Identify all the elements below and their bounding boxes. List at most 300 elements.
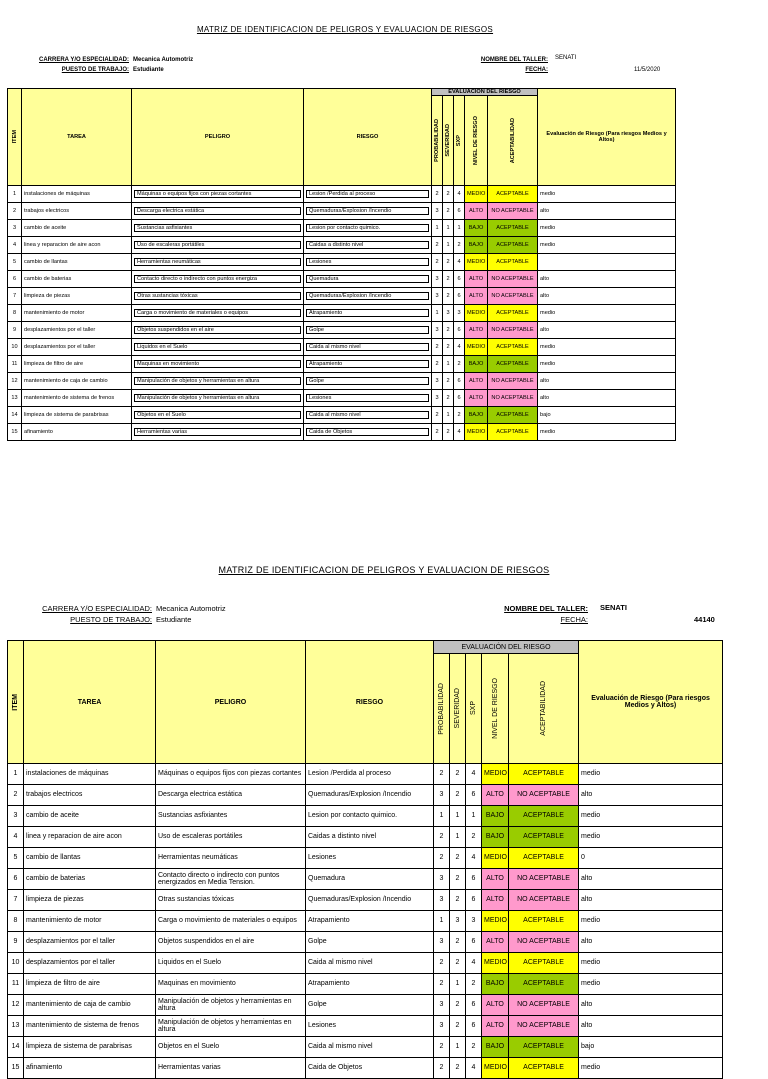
cell-peligro (132, 254, 304, 271)
cell-riesgo (304, 424, 432, 441)
table-row (8, 186, 676, 203)
cell-aceptabilidad: ACEPTABLE (488, 356, 538, 373)
cell-aceptabilidad: ACEPTABLE (509, 1058, 579, 1079)
cell-peligro (132, 407, 304, 424)
cell-evaluacion: alto (579, 995, 723, 1016)
cell-probabilidad: 3 (434, 1016, 450, 1037)
table-row (8, 254, 676, 271)
cell-probabilidad: 2 (434, 953, 450, 974)
cell-aceptabilidad: NO ACEPTABLE (488, 322, 538, 339)
cell-sxp: 2 (466, 1037, 482, 1058)
cell-sxp: 1 (466, 806, 482, 827)
taller-label: NOMBRE DEL TALLER: (504, 604, 588, 613)
cell-probabilidad: 3 (434, 785, 450, 806)
cell-evaluacion: alto (579, 932, 723, 953)
cell-sxp: 3 (454, 305, 465, 322)
cell-probabilidad: 3 (434, 995, 450, 1016)
cell-item: 11 (8, 974, 24, 995)
cell-nivel: MEDIO (482, 848, 509, 869)
cell-severidad: 3 (443, 305, 454, 322)
cell-peligro (132, 339, 304, 356)
cell-sxp: 4 (454, 254, 465, 271)
cell-item: 2 (8, 785, 24, 806)
cell-aceptabilidad: NO ACEPTABLE (488, 390, 538, 407)
cell-peligro (132, 305, 304, 322)
header-nivel: NIVEL DE RIESGO (465, 96, 488, 186)
cell-tarea: limpieza de filtro de aire (24, 974, 156, 995)
cell-tarea: linea y reparacion de aire acon (24, 827, 156, 848)
cell-item: 6 (8, 271, 22, 288)
cell-evaluacion: alto (579, 869, 723, 890)
cell-nivel: MEDIO (465, 424, 488, 441)
cell-nivel: ALTO (482, 869, 509, 890)
cell-peligro-text: Carga o movimiento de materiales o equipos (134, 309, 301, 317)
cell-aceptabilidad: ACEPTABLE (509, 848, 579, 869)
cell-evaluacion: bajo (579, 1037, 723, 1058)
cell-probabilidad: 1 (434, 806, 450, 827)
cell-item: 3 (8, 220, 22, 237)
cell-tarea: desplazamientos por el taller (24, 953, 156, 974)
cell-nivel: ALTO (465, 390, 488, 407)
cell-riesgo (304, 305, 432, 322)
cell-item: 10 (8, 339, 22, 356)
cell-aceptabilidad: ACEPTABLE (488, 220, 538, 237)
cell-sxp: 6 (466, 995, 482, 1016)
cell-tarea: cambio de llantas (24, 848, 156, 869)
cell-nivel: ALTO (465, 271, 488, 288)
table-row (8, 339, 676, 356)
cell-severidad: 1 (450, 806, 466, 827)
fecha-value: 11/5/2020 (634, 67, 661, 73)
cell-probabilidad: 2 (434, 764, 450, 785)
cell-nivel: MEDIO (482, 1058, 509, 1079)
cell-nivel: BAJO (482, 1037, 509, 1058)
header-item: ITEM (8, 641, 24, 764)
fecha-label: FECHA: (560, 615, 588, 624)
cell-tarea: instalaciones de máquinas (24, 764, 156, 785)
cell-item: 8 (8, 305, 22, 322)
cell-tarea: linea y reparacion de aire acon (22, 237, 132, 254)
cell-aceptabilidad: ACEPTABLE (488, 305, 538, 322)
cell-tarea: cambio de aceite (22, 220, 132, 237)
cell-severidad: 1 (450, 827, 466, 848)
cell-riesgo: Caida al mismo nivel (306, 953, 434, 974)
cell-aceptabilidad: NO ACEPTABLE (488, 271, 538, 288)
cell-probabilidad: 3 (432, 390, 443, 407)
cell-tarea: mantenimiento de motor (22, 305, 132, 322)
cell-peligro-text: Uso de escaleras portátiles (134, 241, 301, 249)
cell-peligro: Objetos en el Suelo (156, 1037, 306, 1058)
cell-probabilidad: 2 (434, 1058, 450, 1079)
cell-riesgo: Golpe (306, 995, 434, 1016)
cell-severidad: 2 (443, 254, 454, 271)
cell-riesgo-text: Quemaduras/Explosion /Incendio (306, 292, 429, 300)
sheet-title: MATRIZ DE IDENTIFICACION DE PELIGROS Y EVALUACION DE RIESGOS (196, 25, 494, 34)
taller-label: NOMBRE DEL TALLER: (480, 57, 548, 63)
cell-nivel: MEDIO (482, 764, 509, 785)
cell-probabilidad: 1 (432, 220, 443, 237)
table-row (8, 271, 676, 288)
cell-sxp: 2 (454, 237, 465, 254)
cell-riesgo (304, 339, 432, 356)
cell-evaluacion: alto (538, 288, 676, 305)
cell-sxp: 4 (454, 186, 465, 203)
puesto-label: PUESTO DE TRABAJO: (70, 615, 152, 624)
header-riesgo: RIESGO (306, 641, 434, 764)
cell-sxp: 6 (466, 869, 482, 890)
table-row (8, 827, 723, 848)
header-eval-riesgo: Evaluación de Riesgo (Para riesgos Medios y Altos) (579, 641, 723, 764)
table-row (8, 932, 723, 953)
cell-aceptabilidad: ACEPTABLE (509, 911, 579, 932)
cell-aceptabilidad: NO ACEPTABLE (488, 288, 538, 305)
cell-tarea: mantenimiento de sistema de frenos (24, 1016, 156, 1037)
cell-severidad: 2 (450, 995, 466, 1016)
table-row (8, 764, 723, 785)
cell-tarea: afinamiento (24, 1058, 156, 1079)
cell-riesgo: Golpe (306, 932, 434, 953)
cell-evaluacion: 0 (579, 848, 723, 869)
cell-probabilidad: 3 (434, 869, 450, 890)
cell-nivel: BAJO (482, 974, 509, 995)
header-evaluacion: EVALUACIÓN DEL RIESGO (432, 89, 538, 96)
cell-aceptabilidad: NO ACEPTABLE (509, 1016, 579, 1037)
cell-item: 12 (8, 995, 24, 1016)
cell-tarea: limpieza de piezas (24, 890, 156, 911)
cell-severidad: 2 (443, 424, 454, 441)
cell-aceptabilidad: ACEPTABLE (488, 407, 538, 424)
cell-nivel: MEDIO (482, 953, 509, 974)
cell-severidad: 2 (450, 869, 466, 890)
cell-sxp: 2 (466, 974, 482, 995)
cell-evaluacion: alto (538, 322, 676, 339)
cell-aceptabilidad: NO ACEPTABLE (509, 869, 579, 890)
header-peligro: PELIGRO (156, 641, 306, 764)
header-nivel: NIVEL DE RIESGO (482, 654, 509, 764)
cell-peligro: Carga o movimiento de materiales o equipos (156, 911, 306, 932)
cell-nivel: ALTO (465, 373, 488, 390)
cell-nivel: MEDIO (465, 305, 488, 322)
header-probabilidad: PROBABILIDAD (434, 654, 450, 764)
cell-riesgo (304, 237, 432, 254)
cell-peligro-text: Herramientas varias (134, 428, 301, 436)
cell-sxp: 4 (454, 424, 465, 441)
cell-sxp: 2 (454, 407, 465, 424)
table-row (8, 288, 676, 305)
cell-item: 4 (8, 827, 24, 848)
cell-sxp: 6 (454, 390, 465, 407)
cell-probabilidad: 1 (434, 911, 450, 932)
cell-tarea: mantenimiento de motor (24, 911, 156, 932)
cell-evaluacion: medio (579, 764, 723, 785)
cell-riesgo (304, 254, 432, 271)
cell-tarea: desplazamientos por el taller (22, 322, 132, 339)
cell-peligro: Herramientas neumáticas (156, 848, 306, 869)
cell-peligro: Máquinas o equipos fijos con piezas cortantes (156, 764, 306, 785)
cell-item: 15 (8, 424, 22, 441)
cell-riesgo: Quemaduras/Explosion /Incendio (306, 785, 434, 806)
cell-nivel: BAJO (482, 806, 509, 827)
cell-evaluacion: medio (538, 186, 676, 203)
cell-peligro: Sustancias asfixiantes (156, 806, 306, 827)
cell-peligro (132, 322, 304, 339)
cell-riesgo: Atrapamiento (306, 911, 434, 932)
cell-tarea: mantenimiento de caja de cambio (24, 995, 156, 1016)
cell-tarea: desplazamientos por el taller (24, 932, 156, 953)
cell-riesgo: Lesiones (306, 1016, 434, 1037)
cell-severidad: 2 (443, 390, 454, 407)
cell-nivel: MEDIO (465, 339, 488, 356)
cell-item: 3 (8, 806, 24, 827)
cell-tarea: limpieza de piezas (22, 288, 132, 305)
cell-aceptabilidad: ACEPTABLE (488, 339, 538, 356)
cell-severidad: 2 (443, 186, 454, 203)
cell-severidad: 2 (450, 953, 466, 974)
header-riesgo: RIESGO (304, 89, 432, 186)
cell-item: 14 (8, 1037, 24, 1058)
cell-nivel: ALTO (482, 890, 509, 911)
cell-item: 15 (8, 1058, 24, 1079)
table-row (8, 848, 723, 869)
cell-nivel: BAJO (465, 407, 488, 424)
cell-aceptabilidad: ACEPTABLE (509, 953, 579, 974)
cell-evaluacion: alto (579, 890, 723, 911)
header-peligro: PELIGRO (132, 89, 304, 186)
cell-item: 2 (8, 203, 22, 220)
cell-nivel: BAJO (465, 356, 488, 373)
cell-tarea: limpieza de sistema de parabrisas (22, 407, 132, 424)
table-row (8, 1037, 723, 1058)
cell-peligro (132, 237, 304, 254)
cell-severidad: 2 (450, 848, 466, 869)
puesto-value: Estudiante (156, 615, 192, 624)
cell-evaluacion: medio (538, 237, 676, 254)
cell-riesgo-text: Lesion por contacto quimico. (306, 224, 429, 232)
cell-aceptabilidad: NO ACEPTABLE (509, 995, 579, 1016)
fecha-label: FECHA: (525, 67, 548, 73)
cell-nivel: MEDIO (465, 254, 488, 271)
cell-evaluacion: medio (579, 1058, 723, 1079)
cell-probabilidad: 2 (432, 339, 443, 356)
cell-nivel: ALTO (482, 995, 509, 1016)
cell-peligro: Otras sustancias tóxicas (156, 890, 306, 911)
header-sxp: SXP (466, 654, 482, 764)
cell-item: 7 (8, 890, 24, 911)
header-aceptabilidad: ACEPTABILIDAD (488, 96, 538, 186)
cell-tarea: limpieza de sistema de parabrisas (24, 1037, 156, 1058)
cell-severidad: 1 (443, 356, 454, 373)
cell-severidad: 2 (450, 785, 466, 806)
cell-riesgo-text: Caidas a distinto nivel (306, 241, 429, 249)
cell-item: 9 (8, 322, 22, 339)
cell-severidad: 2 (443, 373, 454, 390)
cell-probabilidad: 2 (434, 827, 450, 848)
cell-item: 9 (8, 932, 24, 953)
cell-riesgo-text: Lesiones (306, 258, 429, 266)
cell-severidad: 2 (443, 288, 454, 305)
cell-item: 12 (8, 373, 22, 390)
header-sxp: SXP (454, 96, 465, 186)
cell-tarea: cambio de llantas (22, 254, 132, 271)
cell-nivel: ALTO (465, 288, 488, 305)
cell-evaluacion: medio (538, 220, 676, 237)
cell-probabilidad: 2 (434, 1037, 450, 1058)
cell-evaluacion: medio (538, 339, 676, 356)
cell-severidad: 3 (450, 911, 466, 932)
cell-tarea: trabajos electricos (22, 203, 132, 220)
cell-probabilidad: 3 (434, 932, 450, 953)
taller-value: SENATI (600, 603, 627, 612)
cell-evaluacion: bajo (538, 407, 676, 424)
cell-riesgo-text: Lesion /Perdida al proceso (306, 190, 429, 198)
cell-peligro: Descarga electrica estática (156, 785, 306, 806)
cell-sxp: 4 (466, 764, 482, 785)
cell-peligro-text: Objetos en el Suelo (134, 411, 301, 419)
cell-tarea: cambio de baterias (22, 271, 132, 288)
carrera-value: Mecanica Automotriz (156, 604, 226, 613)
cell-riesgo (304, 271, 432, 288)
cell-peligro-text: Herramientas neumáticas (134, 258, 301, 266)
risk-matrix-table (7, 88, 676, 441)
cell-riesgo (304, 407, 432, 424)
cell-probabilidad: 3 (432, 373, 443, 390)
cell-severidad: 1 (443, 237, 454, 254)
cell-item: 5 (8, 848, 24, 869)
cell-riesgo-text: Atrapamiento (306, 309, 429, 317)
cell-tarea: mantenimiento de caja de cambio (22, 373, 132, 390)
cell-peligro-text: Manipulación de objetos y herramientas en altura (134, 394, 301, 402)
cell-sxp: 6 (454, 373, 465, 390)
cell-sxp: 1 (454, 220, 465, 237)
cell-tarea: desplazamientos por el taller (22, 339, 132, 356)
cell-peligro: Maquinas en movimiento (156, 974, 306, 995)
cell-peligro (132, 203, 304, 220)
table-row (8, 407, 676, 424)
cell-severidad: 1 (450, 1037, 466, 1058)
cell-nivel: ALTO (465, 322, 488, 339)
cell-riesgo (304, 356, 432, 373)
cell-riesgo (304, 288, 432, 305)
cell-evaluacion: alto (538, 203, 676, 220)
cell-evaluacion: medio (579, 953, 723, 974)
cell-evaluacion: alto (538, 271, 676, 288)
cell-sxp: 6 (466, 785, 482, 806)
cell-peligro-text: Contacto directo o indirecto con puntos energiza (134, 275, 301, 283)
cell-aceptabilidad: ACEPTABLE (509, 806, 579, 827)
cell-probabilidad: 3 (432, 288, 443, 305)
cell-probabilidad: 2 (434, 974, 450, 995)
cell-item: 7 (8, 288, 22, 305)
cell-sxp: 4 (466, 1058, 482, 1079)
sheet-title: MATRIZ DE IDENTIFICACION DE PELIGROS Y EVALUACION DE RIESGOS (218, 565, 550, 575)
header-aceptabilidad: ACEPTABILIDAD (509, 654, 579, 764)
cell-peligro: Manipulación de objetos y herramientas en altura (156, 1016, 306, 1037)
cell-riesgo-text: Quemaduras/Explosion /Incendio (306, 207, 429, 215)
cell-nivel: BAJO (482, 827, 509, 848)
cell-riesgo: Caidas a distinto nivel (306, 827, 434, 848)
cell-sxp: 4 (466, 953, 482, 974)
cell-severidad: 2 (450, 1058, 466, 1079)
cell-sxp: 2 (466, 827, 482, 848)
cell-evaluacion: medio (579, 911, 723, 932)
cell-probabilidad: 2 (434, 848, 450, 869)
cell-riesgo (304, 322, 432, 339)
cell-sxp: 3 (466, 911, 482, 932)
cell-item: 4 (8, 237, 22, 254)
cell-aceptabilidad: ACEPTABLE (488, 237, 538, 254)
table-row (8, 424, 676, 441)
table-row (8, 911, 723, 932)
cell-severidad: 1 (443, 407, 454, 424)
cell-sxp: 6 (454, 271, 465, 288)
cell-evaluacion: medio (579, 827, 723, 848)
cell-sxp: 4 (466, 848, 482, 869)
table-row (8, 869, 723, 890)
cell-probabilidad: 3 (434, 890, 450, 911)
cell-severidad: 2 (450, 932, 466, 953)
cell-item: 6 (8, 869, 24, 890)
cell-aceptabilidad: ACEPTABLE (488, 186, 538, 203)
cell-aceptabilidad: ACEPTABLE (509, 764, 579, 785)
cell-riesgo (304, 203, 432, 220)
header-evaluacion: EVALUACIÓN DEL RIESGO (434, 641, 579, 654)
cell-riesgo-text: Golpe (306, 326, 429, 334)
cell-riesgo: Caida de Objetos (306, 1058, 434, 1079)
header-tarea: TAREA (24, 641, 156, 764)
cell-riesgo: Quemadura (306, 869, 434, 890)
cell-riesgo: Lesiones (306, 848, 434, 869)
cell-nivel: ALTO (465, 203, 488, 220)
cell-riesgo (304, 220, 432, 237)
cell-severidad: 2 (450, 1016, 466, 1037)
cell-aceptabilidad: ACEPTABLE (509, 827, 579, 848)
table-row (8, 890, 723, 911)
cell-riesgo-text: Lesiones (306, 394, 429, 402)
cell-riesgo-text: Caida de Objetos (306, 428, 429, 436)
cell-aceptabilidad: ACEPTABLE (509, 974, 579, 995)
cell-evaluacion: alto (579, 1016, 723, 1037)
puesto-label: PUESTO DE TRABAJO: (61, 67, 129, 73)
taller-value: SENATI (555, 55, 577, 61)
cell-peligro (132, 220, 304, 237)
cell-nivel: ALTO (482, 1016, 509, 1037)
cell-nivel: BAJO (465, 237, 488, 254)
cell-item: 1 (8, 186, 22, 203)
cell-aceptabilidad: NO ACEPTABLE (488, 373, 538, 390)
cell-riesgo: Lesion /Perdida al proceso (306, 764, 434, 785)
cell-probabilidad: 3 (432, 322, 443, 339)
table-row (8, 1016, 723, 1037)
cell-aceptabilidad: NO ACEPTABLE (509, 932, 579, 953)
risk-matrix-table (7, 640, 723, 1079)
cell-evaluacion: medio (538, 356, 676, 373)
cell-tarea: cambio de baterias (24, 869, 156, 890)
cell-severidad: 2 (443, 203, 454, 220)
cell-peligro-text: Máquinas o equipos fijos con piezas cortantes (134, 190, 301, 198)
cell-riesgo (304, 186, 432, 203)
cell-aceptabilidad: ACEPTABLE (488, 254, 538, 271)
cell-probabilidad: 2 (432, 237, 443, 254)
table-row (8, 785, 723, 806)
cell-peligro-text: Descarga electrica estática (134, 207, 301, 215)
cell-tarea: cambio de aceite (24, 806, 156, 827)
table-row (8, 995, 723, 1016)
cell-peligro: Manipulación de objetos y herramientas en altura (156, 995, 306, 1016)
cell-nivel: MEDIO (465, 186, 488, 203)
cell-riesgo: Caida al mismo nivel (306, 1037, 434, 1058)
cell-evaluacion: alto (538, 373, 676, 390)
table-row (8, 356, 676, 373)
